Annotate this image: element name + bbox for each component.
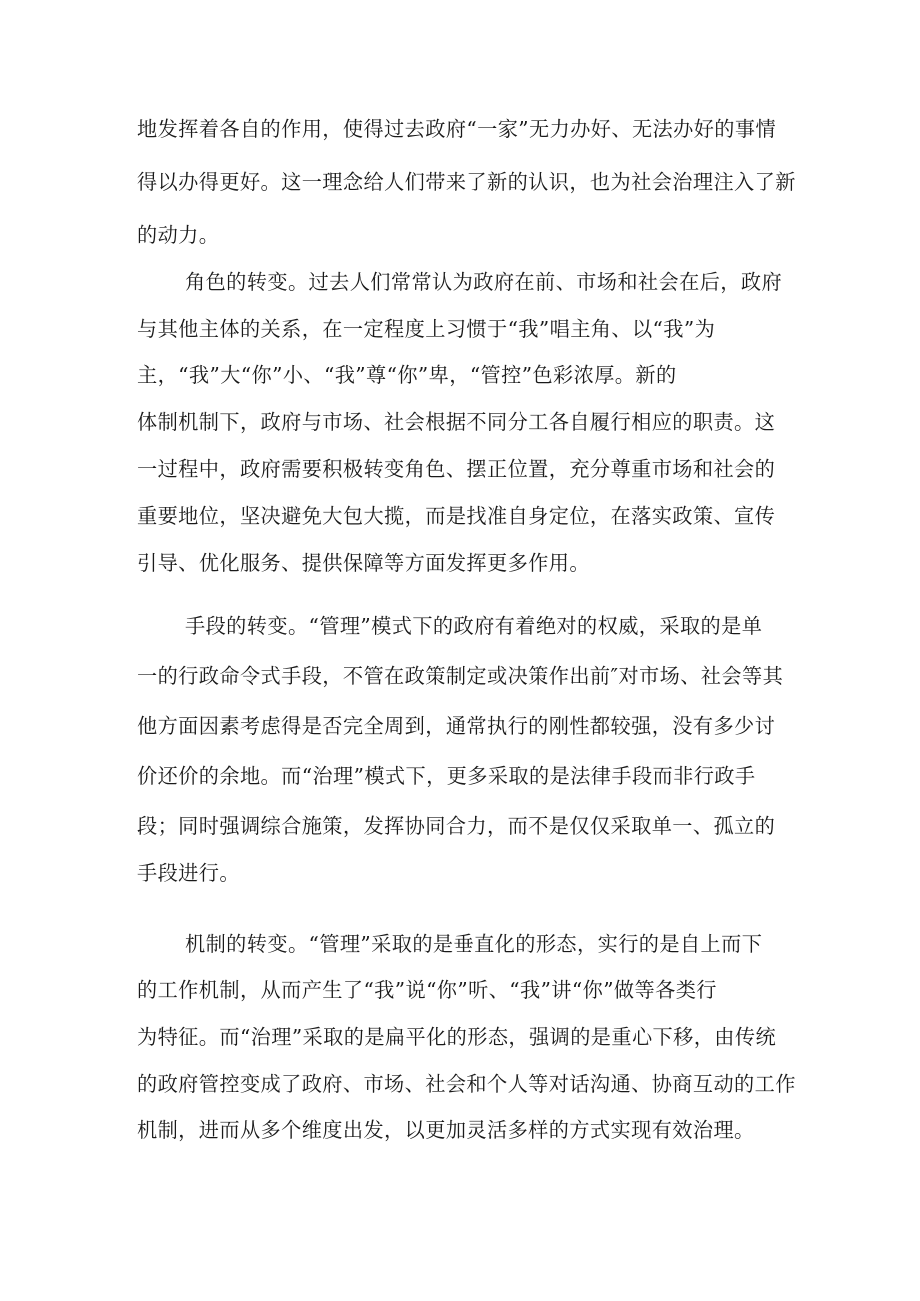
paragraph-4-line-3: 为特征。而“治理”采取的是扁平化的形态，强调的是重心下移，由传统 [137, 1025, 777, 1049]
paragraph-3-line-1: 手段的转变。“管理”模式下的政府有着绝对的权威，采取的是单 [185, 614, 763, 638]
paragraph-1-line-1: 地发挥着各自的作用，使得过去政府“一家”无力办好、无法办好的事情 [137, 117, 777, 141]
paragraph-2-line-7: 引导、优化服务、提供保障等方面发挥更多作用。 [137, 551, 590, 575]
paragraph-4-line-1: 机制的转变。“管理”采取的是垂直化的形态，实行的是自上而下 [185, 932, 763, 956]
paragraph-4-line-5: 机制，进而从多个维度出发，以更加灵活多样的方式实现有效治理。 [137, 1118, 755, 1142]
paragraph-3-line-2: 一的行政命令式手段，不管在政策制定或决策作出前″对市场、社会等其 [137, 664, 784, 688]
paragraph-2-line-2: 与其他主体的关系，在一定程度上习惯于“我”唱主角、以“我”为 [137, 317, 716, 341]
paragraph-3-line-4: 价还价的余地。而“治理”模式下，更多采取的是法律手段而非行政手 [137, 764, 756, 788]
paragraph-3-line-5: 段；同时强调综合施策，发挥协同合力，而不是仅仅采取单一、孤立的 [137, 814, 776, 838]
paragraph-4-line-2: 的工作机制，从而产生了“我”说“你”听、“我”讲“你”做等各类行 [137, 978, 717, 1002]
paragraph-2-line-4: 体制机制下，政府与市场、社会根据不同分工各自履行相应的职责。这 [137, 410, 776, 434]
paragraph-2-line-1: 角色的转变。过去人们常常认为政府在前、市场和社会在后，政府 [185, 270, 783, 294]
paragraph-2-line-6: 重要地位，坚决避免大包大揽，而是找准自身定位，在落实政策、宣传 [137, 504, 776, 528]
paragraph-1-line-2: 得以办得更好。这一理念给人们带来了新的认识，也为社会治理注入了新 [137, 170, 796, 194]
paragraph-2-line-5: 一过程中，政府需要积极转变角色、摆正位置，充分尊重市场和社会的 [137, 457, 776, 481]
paragraph-3-line-6: 手段进行。 [137, 861, 240, 885]
paragraph-2-line-3: 主，“我”大“你”小、“我”尊“你”卑，“管控”色彩浓厚。新的 [137, 363, 677, 387]
paragraph-4-line-4: 的政府管控变成了政府、市场、社会和个人等对话沟通、协商互动的工作 [137, 1072, 796, 1096]
paragraph-1-line-3: 的动力。 [137, 223, 220, 247]
paragraph-3-line-3: 他方面因素考虑得是否完全周到，通常执行的刚性都较强，没有多少讨 [137, 714, 776, 738]
